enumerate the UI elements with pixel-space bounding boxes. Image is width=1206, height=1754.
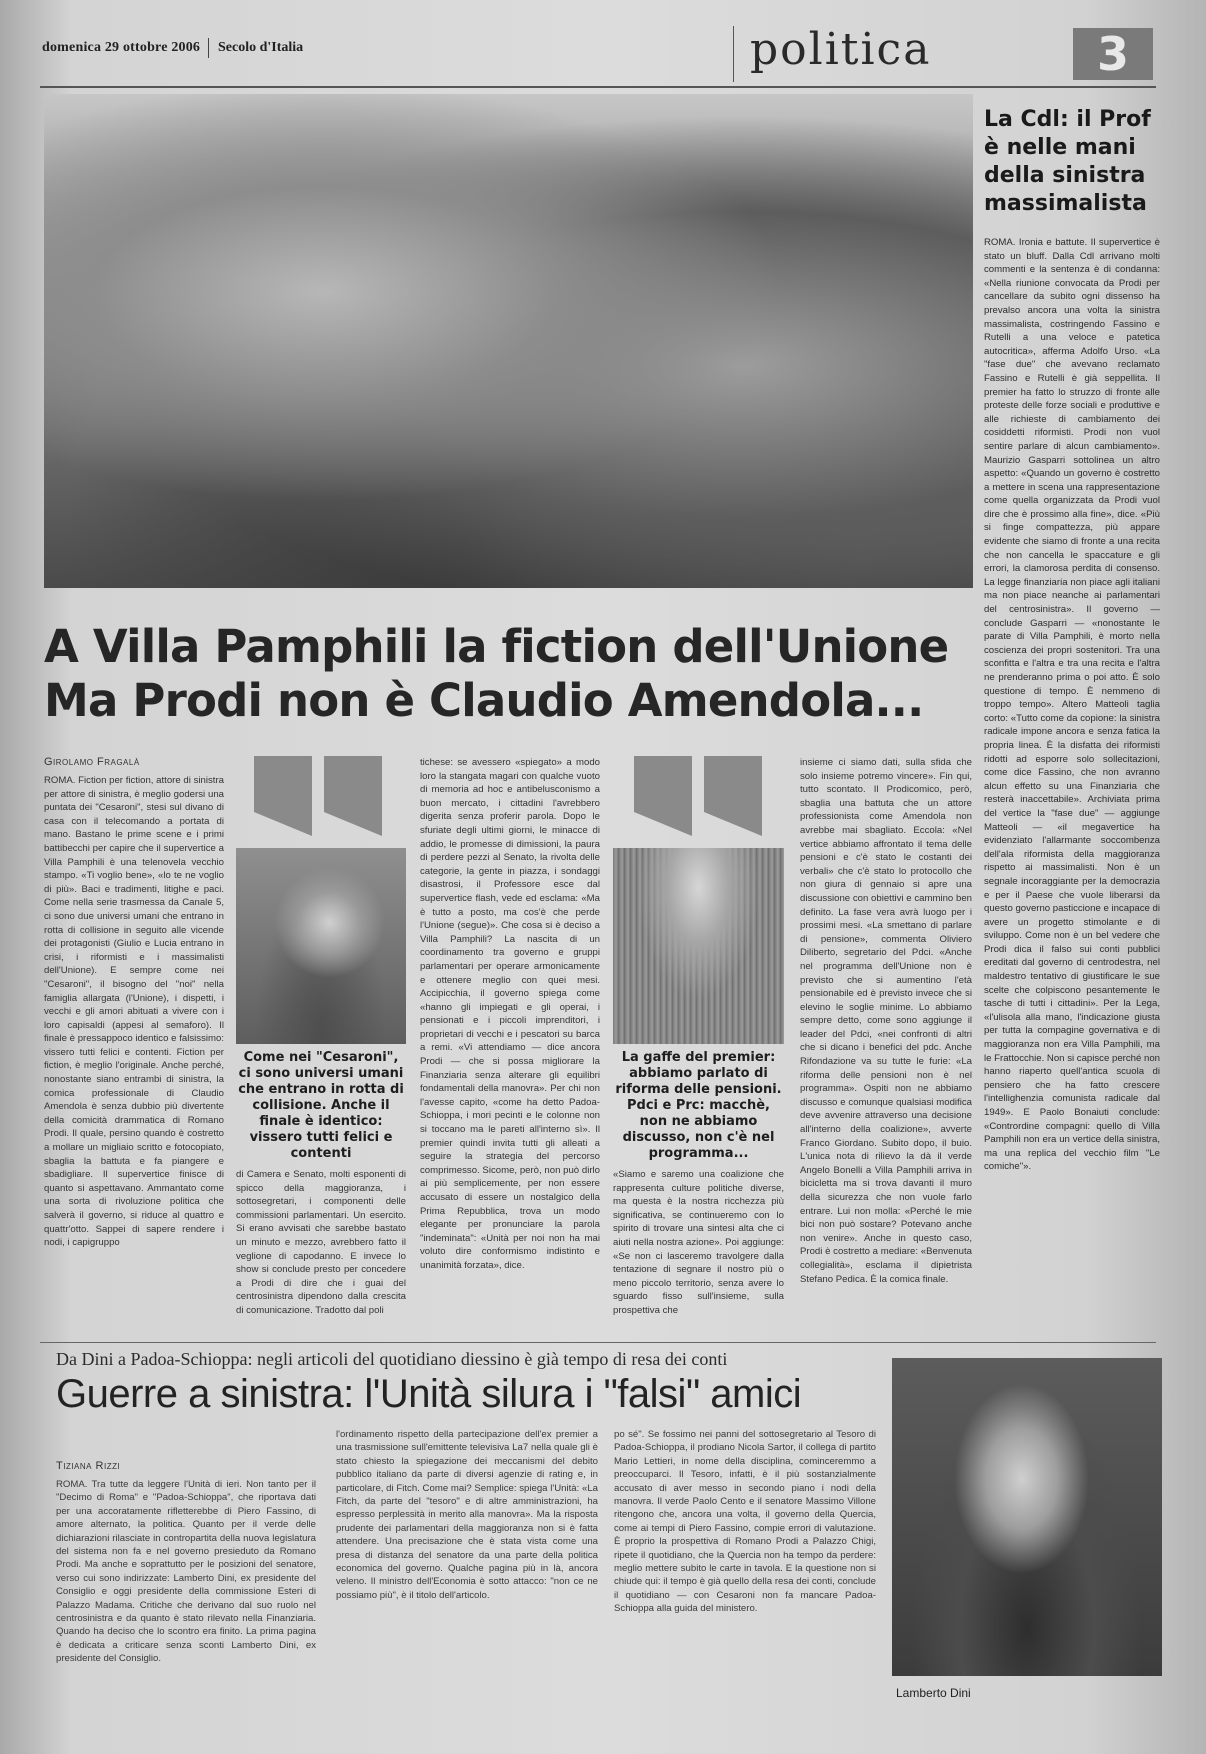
summit-photo (44, 94, 973, 588)
top-rule (40, 86, 1156, 88)
quote-mark-icon (324, 756, 382, 836)
bottom-article-column-3: po sé". Se fossimo nei panni del sottosegretario al Tesoro di Padoa-Schioppa, il prodiano Nicola Sartor, il collega di partito Mario Lettieri, in nome della disciplina, cominceremmo a preoccuparci. Il Tesoro, infatti, è il più sostanzialmente accusato di aver messo in secondo piano i nodi della manovra. Il verde Paolo Cento e il senatore Massimo Villone ritengono che, ancora una volta, il governo della Quercia, come ai tempi di Piero Fassino, compie errori di valutazione. È proprio la prospettiva di Romano Prodi a Palazzo Chigi, ripete il quotidiano, che la Quercia non ha tempo da perdere: meglio mettere subito le carte in tavola. E la questione non si chiude qui: il tempo è già quello della resa dei conti, conclude il quotidiano — con Cesaroni non fa mancare Padoa-Schioppa alla guida del ministero. (614, 1429, 876, 1615)
newspaper-name: Secolo d'Italia (218, 40, 304, 55)
bottom-byline: Tiziana Rizzi (56, 1460, 121, 1472)
main-byline: Girolamo Fragalà (44, 756, 140, 768)
main-article-column-6: insieme ci siamo dati, sulla sfida che solo insieme potremo vincere». Fin qui, tutto scontato. Il Prodicomico, però, sbaglia una battuta che un attore professionista come Amendola non avrebbe mai sbagliato. Eccola: «Nel vertice abbiamo affrontato il tema delle pensioni e c'è stato le costanti dei verbali» che c'è stato lo protocollo che non giura di gennaio si apre una discussione con obiettivi e cammino ben definito. La fase vera avrà luogo per i prossimi mesi. «La smettano di parlare di pensione», commenta Oliviero Diliberto, segretario del Pdci. «Anche nel programma dell'Unione non è previsto che si aumentino l'età pensionabile ed è previsto invece che si elevino le soglie minime. Lo abbiamo sempre detto, come sono aggiunge il leader del Pdci, «nei confronti di altri che si dicano i benefici del pdc. Anche Rifondazione va su tutte le furie: «La riforma delle pensioni non è nel programma». Ospiti non ne abbiamo discusso e comunque qualsiasi modifica deve avvenire attraverso una decisione all'interno della coalizione», avverte Franco Giordano. Subito dopo, il buio. L'unica nota di rilievo la dà il verde Angelo Bonelli a Villa Pamphili arriva in bicicletta ma si trova davanti il muro della sicurezza che non vuole farlo entrare. Lui non molla: «Perché le mie bici non può sostare? Potevano anche non venire». Anche in questo caso, Prodi è costretto a mediare: «Benvenuta collegialità», esclama il dipietrista Stefano Pedica. È la comica finale. (800, 757, 972, 1285)
main-article-column-3: tichese: se avessero «spiegato» a modo loro la stangata magari con qualche vuoto di memoria ad hoc e antibelusconismo a buon mercato, i cittadini l'avrebbero digerita senza proferir parola. Dopo le sfuriate degli ultimi giorni, le minacce di addio, le promesse di dimissioni, la paura di perdere pezzi al Senato, la rivolta delle categorie, la gente in piazza, i sondaggi disastrosi, il Professore esce dal supervertice flash, vede ed esclama: «Ma è tutto a posto, ma cos'è che perde l'Unione (segue)». Che cosa si è deciso a Villa Pamphili? La nascita di un coordinamento tra governo e gruppi parlamentari per operare armonicamente e ottenere meglio con quei mesi. Accipicchia, il governo spiega come «hanno gli impiegati e gli operai, i pensionati e i piccoli imprenditori, i proprietari di vecchi e i pescatori su barca a remi. «Vi attendiamo — dice ancora Prodi — che si possa migliorare la Finanziaria senza alterare gli equilibri fondamentali della manovra». Per chi non l'avesse capito, «come ha detto Padoa-Schioppa, i mori pecinti e le colonne non si toccano ma le pareti all'interno sì». Il premier quindi invita tutti gli alleati a seguire la strategia del percorso comprimesso. Sicome, però, non può dirlo ai più semplicemente, per non essere accusato di essere un nostalgico della Prima Repubblica, trova un modo elegante per pronunciare la parola "indeminata": «Unità per noi non ha mai voluto dire conformismo indistinto e unanimità forzata», dice. (420, 757, 600, 1271)
masthead-divider (208, 38, 209, 58)
section-rule (40, 1342, 1156, 1343)
main-headline-line-2: Ma Prodi non è Claudio Amendola... (44, 674, 924, 727)
photo-caption: Lamberto Dini (896, 1686, 971, 1700)
actor-photo (236, 848, 406, 1044)
quote-mark-icon (254, 756, 312, 836)
pull-quote-1: Come nei "Cesaroni", ci sono universi umani che entrano in rotta di collisione. Anche il finale è identico: vissero tutti felici e contenti (238, 1050, 404, 1161)
bottom-kicker: Da Dini a Padoa-Schioppa: negli articoli del quotidiano diessino è già tempo di resa dei conti (56, 1349, 728, 1369)
protest-photo (613, 848, 784, 1044)
side-article-body: ROMA. Ironia e battute. Il supervertice è stato un bluff. Dalla Cdl arrivano molti commenti e la sentenza è di condanna: «Nella riunione convocata da Prodi per cancellare da subito ogni dissenso ha prevalso ancora una volta la sinistra massimalista, costringendo Fassino e Rutelli a una veloce e patetica autocritica», afferma Adolfo Urso. «La "fase due" che avevano reclamato Fassino e Rutelli è già seppellita. Il premier ha fatto lo struzzo di fronte alle proteste delle forze sociali e produttive e alle richieste di cambiamento dei cosiddetti riformisti. Prodi non vuol sentire parlare di alcun cambiamento». Maurizio Gasparri sottolinea un altro aspetto: «Quando un governo è costretto a mettere in scena una rappresentazione come quella organizzata da Prodi vuol dire che è prossimo alla fine», dice. «Più si finge compattezza, più appare evidente che siamo di fronte a una recita che non cancella le spaccature e gli errori, la clamorosa perdita di consenso. La legge finanziaria non piace agli italiani ma non piace neanche ai parlamentari del centrosinistra». Il governo — conclude Gasparri — «nonostante le parate di Villa Pamphili, è morto nella coscienza dei propri sostenitori. Tra una sconfitta e l'altra e tra una recita e l'altra ne prenderanno prima o poi atto. È solo questione di tempo. È nemmeno di troppo tempo». Altero Matteoli taglia corto: «Tutto come da copione: la sinistra radicale impone ancora e senza fatica la propria linea. È la disfatta dei riformisti ridotti ad esporre solo sollecitazioni, come dice Fassino, che non avranno alcun effetto su una Finanziaria che resterà inaccettabile». Archiviata prima del vertice la "fase due" — aggiunge Matteoli — «il megavertice ha evidenziato l'allarmante soccombenza dell'ala riformista della maggioranza rispetto ai massimalisti. Non è un segnale incoraggiante per la democrazia e per il Paese che vuole liberarsi da questo governo pasticcione e incapace di avere un progetto stimolante e di sviluppo. Come non è un bel vedere che Prodi dica il falso sui conti pubblici ereditati dal governo di centrodestra, nel maldestro tentativo di giustificare le sue scelte che colpiscono pesantemente le tasche di tutti i cittadini». Per la Lega, «l'ulisola alla mano, l'indicazione giusta per tutta la compagine governativa e di maggioranza non era Villa Pamphili, ma le Frattocchie. Non si capisce perché non hanno riaperto quell'antica scuola di pensiero che ha fatto crescere l'intellighenzia comunista radicale dal 1949». E Paolo Bonaiuti conclude: «Contrordine compagni: quello di Villa Pamphili non era un vertice della sinistra, ma una replica del vecchio film "Le comiche"». (984, 237, 1160, 1173)
bottom-article-column-2: l'ordinamento rispetto della partecipazione dell'ex premier a una trasmissione sull'emittente televisiva La7 nella quale gli è stato chiesto la spiegazione dei meccanismi del debito pubblico italiano da parte di diversi agenzie di rating e, in particolare, di Fitch. Come mai? Semplice: spiega l'Unità: «La Fitch, da parte del "tesoro" e di altre amministrazioni, ha espresso perplessità in merito alla manovra». Ma la risposta prudente dei parlamentari della maggioranza non si è fatta attendere. Una precisazione che è stata vista come una presa di distanza del senatore da una parte della politica economica del governo. Qualche pagina più in là, ancora veleno. Il ministro dell'Economia è sotto attacco: "non ce ne possiamo più", è il titolo dell'articolo. (336, 1429, 598, 1601)
quote-mark-icon (704, 756, 762, 836)
section-title: politica (750, 24, 932, 75)
main-article-column-4-text: Per chi non l'avesse capito, «come ha detto Padoa-Schioppa, i mori pecinti e le colonne non si toccano ma le pareti all'interno sì». Il premier quindi invita tutti gli alleati a seguire la strategia del percorso comprimesso. Sicome, però, non può dirlo ai più semplicemente, per non essere accusato di essere un nostalgico della Prima Repubblica, trova un modo elegante per pronunciare la parola "indeminata": «Unità per noi non ha mai voluto dire conformismo indistinto e unanimità forzata», dice. (420, 1083, 600, 1271)
page-number: 3 (1073, 28, 1153, 80)
bottom-article-column-1: ROMA. Tra tutte da leggere l'Unità di ieri. Non tanto per il "Decimo di Roma" e "Padoa-Schioppa", che riportava dati per una accoratamente rifletterebbe di Piero Fassino, di amore alternato, la politica. Quanto per il verde delle dichiarazioni rilasciate in contropartita della nuova legislatura del sistema non fa e nel governo presieduto da Romano Prodi. Ma anche e soprattutto per le posizioni del senatore, verso cui sono indirizzate: Lamberto Dini, ex presidente del Consiglio e oggi presidente della commissione Esteri di Palazzo Madama. Critiche che derivano dal suo ruolo nel centrosinistra e da quanto è stato rilevato nella Finanziaria. Quando ha deciso che lo scontro era finito. La prima pagina è dedicata a criticare senza sconti Lamberto Dini, ex presidente del Consiglio. (56, 1479, 316, 1665)
bottom-headline: Guerre a sinistra: l'Unità silura i "falsi" amici (56, 1372, 802, 1416)
issue-date: domenica 29 ottobre 2006 (42, 40, 201, 55)
main-article-column-2: di Camera e Senato, molti esponenti di spicco della maggioranza, i sottosegretari, i componenti delle commissioni parlamentari. Un esercito. Si erano avvisati che sarebbe bastato un minuto e mezzo, avrebbero fatto il veglione di capodanno. E invece lo show si conclude presto per concedere a Prodi di dire che i guai del centrosinistra dipendono dalla crescita di comunicazione. Tradotto dal poli (236, 1169, 406, 1316)
main-headline-line-1: A Villa Pamphili la fiction dell'Unione (44, 620, 949, 673)
dini-photo (892, 1358, 1162, 1676)
quote-mark-icon (634, 756, 692, 836)
section-divider (733, 26, 734, 82)
main-article-column-5: «Siamo e saremo una coalizione che rappresenta culture politiche diverse, ma questa è la nostra ricchezza più significativa, se continueremo con lo spirito di trovare una sintesi alta che ci aiuti nella nostra azione». Poi aggiunge: «Se non ci lasceremo travolgere dalla tentazione di segnare il nostro più o meno piccolo territorio, senza avere lo sguardo fisso sull'insieme, sulla prospettiva che (613, 1169, 784, 1316)
pull-quote-2: La gaffe del premier: abbiamo parlato di riforma delle pensioni. Pdci e Prc: macchè, non ne abbiamo discusso, non c'è nel programma... (615, 1050, 782, 1161)
main-headline (44, 620, 974, 728)
main-article-column-1: ROMA. Fiction per fiction, attore di sinistra per attore di sinistra, è meglio godersi una puntata dei "Cesaroni", stesi sul divano di casa con il telecomando a portata di mano. Bastano le prime scene e i primi battibecchi per capire che il supervertice a Villa Pamphili è una telenovela vecchio stampo. «Ti voglio bene», «lo te ne voglio di più». Baci e tradimenti, litighe e paci. Come nella serie trasmessa da Canale 5, ci sono due universi umani che entrano in rotta di collisione in seguito alle vicende dei protagonisti (Giulio e Lucia entrano in crisi, i riformisti e i massimalisti dell'Unione). E sempre come nei "Cesaroni", il bisogno del "noi" nella famiglia allargata (l'Unione), i dispetti, i vecchi e gli amori abituati a vivere con i loro capisaldi (appesi al semaforo). Il finale è pressappoco identico e falsissimo: vissero tutti felici e contenti. Fiction per fiction, è meglio l'originale. Anche perché, nonostante siano entrambi di sinistra, la comica professionale di Claudio Amendola è senza dubbio più divertente della comicità drammatica di Romano Prodi. Il quale, persino quando è costretto a mollare un migliaio scritto e fotocopiato, sbaglia la battuta e fa piangere e sbadigliare. Il supervertice finisce di quanto si aspettavano. Ammantato come una sorta di rivoluzione politica che salverà il governo, si riduce al quattro e quattr'otto. Sappei di sapere rendere i nodi, i capigruppo (44, 775, 224, 1249)
side-article-title: La Cdl: il Prof è nelle mani della sinistra massimalista (984, 107, 1151, 216)
